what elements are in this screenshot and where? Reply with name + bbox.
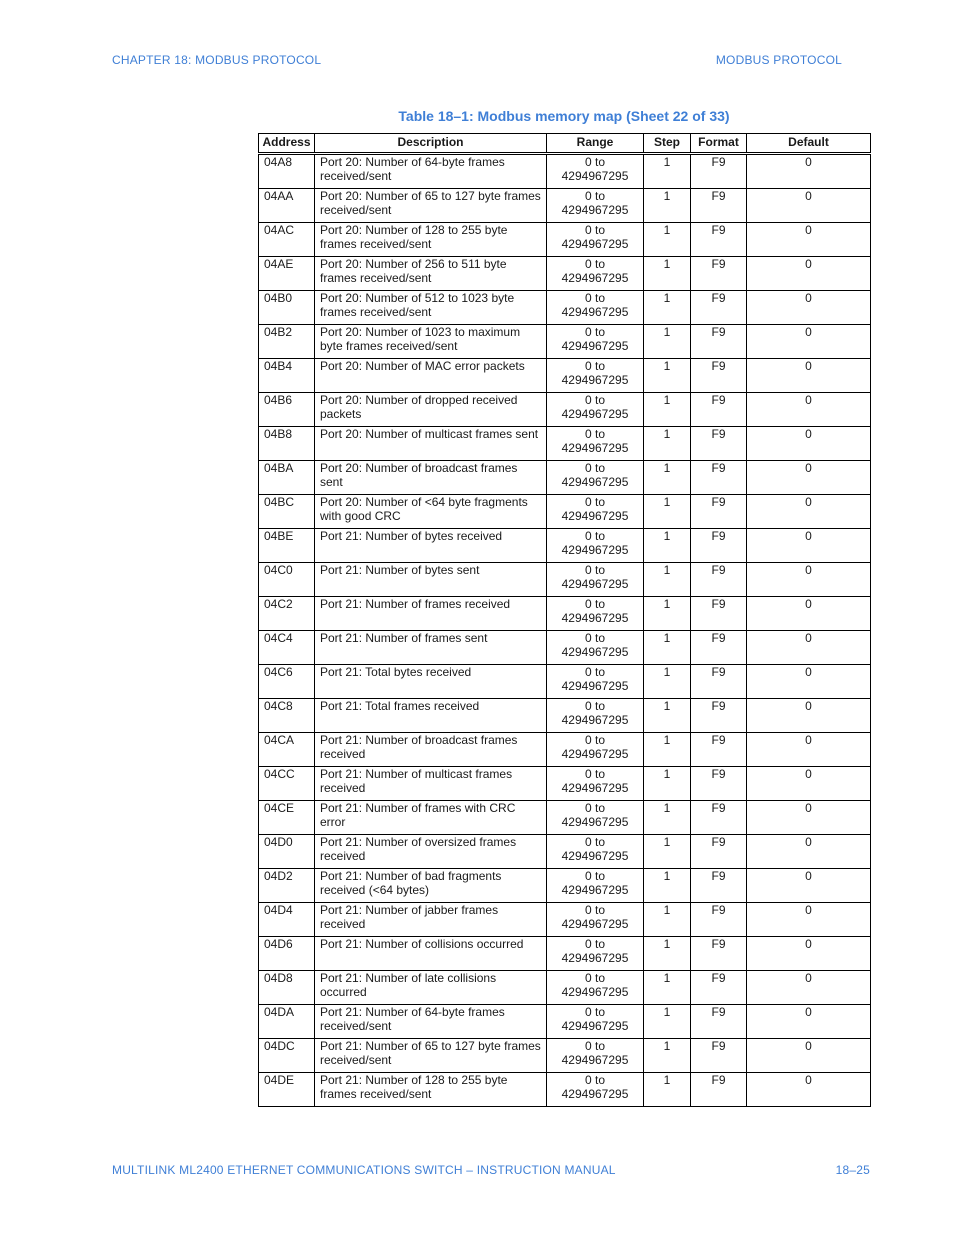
table-caption: Table 18–1: Modbus memory map (Sheet 22 of 33) xyxy=(398,108,730,124)
step-cell: 1 xyxy=(644,325,691,359)
address-cell: 04B6 xyxy=(259,393,315,427)
table-row xyxy=(259,801,871,835)
table-row xyxy=(259,223,871,257)
description-cell: Port 21: Total bytes received xyxy=(315,665,547,699)
default-cell: 0 xyxy=(747,461,871,495)
default-cell: 0 xyxy=(747,563,871,597)
format-cell: F9 xyxy=(691,461,747,495)
format-cell: F9 xyxy=(691,597,747,631)
description-cell: Port 20: Number of multicast frames sent xyxy=(315,427,547,461)
address-cell: 04DA xyxy=(259,1005,315,1039)
description-cell: Port 21: Number of collisions occurred xyxy=(315,937,547,971)
step-cell: 1 xyxy=(644,767,691,801)
column-header-step: Step xyxy=(644,134,691,154)
format-cell: F9 xyxy=(691,427,747,461)
address-cell: 04A8 xyxy=(259,154,315,189)
step-cell: 1 xyxy=(644,835,691,869)
format-cell: F9 xyxy=(691,393,747,427)
address-cell: 04C8 xyxy=(259,699,315,733)
section-header: MODBUS PROTOCOL xyxy=(715,53,842,67)
step-cell: 1 xyxy=(644,189,691,223)
format-cell: F9 xyxy=(691,257,747,291)
table-row xyxy=(259,189,871,223)
table-row xyxy=(259,257,871,291)
address-cell: 04AC xyxy=(259,223,315,257)
address-cell: 04B2 xyxy=(259,325,315,359)
step-cell: 1 xyxy=(644,461,691,495)
step-cell: 1 xyxy=(644,393,691,427)
table-row xyxy=(259,359,871,393)
table-row xyxy=(259,154,871,189)
default-cell: 0 xyxy=(747,903,871,937)
range-cell: 0 to 4294967295 xyxy=(547,393,644,427)
step-cell: 1 xyxy=(644,1039,691,1073)
address-cell: 04D0 xyxy=(259,835,315,869)
format-cell: F9 xyxy=(691,1073,747,1107)
address-cell: 04CE xyxy=(259,801,315,835)
format-cell: F9 xyxy=(691,631,747,665)
range-cell: 0 to 4294967295 xyxy=(547,1039,644,1073)
format-cell: F9 xyxy=(691,291,747,325)
address-cell: 04CC xyxy=(259,767,315,801)
address-cell: 04D4 xyxy=(259,903,315,937)
range-cell: 0 to 4294967295 xyxy=(547,427,644,461)
format-cell: F9 xyxy=(691,937,747,971)
format-cell: F9 xyxy=(691,223,747,257)
table-row xyxy=(259,291,871,325)
table-row xyxy=(259,937,871,971)
format-cell: F9 xyxy=(691,325,747,359)
range-cell: 0 to 4294967295 xyxy=(547,529,644,563)
description-cell: Port 21: Number of late collisions occurred xyxy=(315,971,547,1005)
description-cell: Port 21: Number of jabber frames received xyxy=(315,903,547,937)
table-row xyxy=(259,971,871,1005)
default-cell: 0 xyxy=(747,495,871,529)
default-cell: 0 xyxy=(747,359,871,393)
table-row xyxy=(259,1039,871,1073)
default-cell: 0 xyxy=(747,1005,871,1039)
format-cell: F9 xyxy=(691,835,747,869)
description-cell: Port 21: Number of 128 to 255 byte frames received/sent xyxy=(315,1073,547,1107)
manual-title-footer: MULTILINK ML2400 ETHERNET COMMUNICATIONS SWITCH – INSTRUCTION MANUAL xyxy=(112,1163,616,1177)
range-cell: 0 to 4294967295 xyxy=(547,1005,644,1039)
address-cell: 04D2 xyxy=(259,869,315,903)
step-cell: 1 xyxy=(644,257,691,291)
range-cell: 0 to 4294967295 xyxy=(547,733,644,767)
table-row xyxy=(259,631,871,665)
range-cell: 0 to 4294967295 xyxy=(547,767,644,801)
description-cell: Port 20: Number of 256 to 511 byte frames received/sent xyxy=(315,257,547,291)
table-body xyxy=(259,154,871,1107)
format-cell: F9 xyxy=(691,801,747,835)
step-cell: 1 xyxy=(644,903,691,937)
step-cell: 1 xyxy=(644,223,691,257)
table-row xyxy=(259,597,871,631)
table-row xyxy=(259,699,871,733)
step-cell: 1 xyxy=(644,1005,691,1039)
address-cell: 04DE xyxy=(259,1073,315,1107)
address-cell: 04D6 xyxy=(259,937,315,971)
range-cell: 0 to 4294967295 xyxy=(547,223,644,257)
step-cell: 1 xyxy=(644,154,691,189)
description-cell: Port 21: Number of bytes sent xyxy=(315,563,547,597)
step-cell: 1 xyxy=(644,597,691,631)
range-cell: 0 to 4294967295 xyxy=(547,631,644,665)
table-row xyxy=(259,869,871,903)
modbus-memory-map-table xyxy=(258,133,871,1107)
step-cell: 1 xyxy=(644,869,691,903)
default-cell: 0 xyxy=(747,189,871,223)
table-row xyxy=(259,1073,871,1107)
column-header-format: Format xyxy=(691,134,747,154)
table-row xyxy=(259,903,871,937)
column-header-default: Default xyxy=(747,134,871,154)
range-cell: 0 to 4294967295 xyxy=(547,189,644,223)
default-cell: 0 xyxy=(747,733,871,767)
default-cell: 0 xyxy=(747,597,871,631)
description-cell: Port 20: Number of MAC error packets xyxy=(315,359,547,393)
default-cell: 0 xyxy=(747,223,871,257)
step-cell: 1 xyxy=(644,937,691,971)
default-cell: 0 xyxy=(747,801,871,835)
description-cell: Port 21: Number of frames sent xyxy=(315,631,547,665)
default-cell: 0 xyxy=(747,529,871,563)
description-cell: Port 20: Number of 64-byte frames received/sent xyxy=(315,154,547,189)
table-row xyxy=(259,665,871,699)
range-cell: 0 to 4294967295 xyxy=(547,869,644,903)
default-cell: 0 xyxy=(747,1039,871,1073)
description-cell: Port 20: Number of broadcast frames sent xyxy=(315,461,547,495)
address-cell: 04BE xyxy=(259,529,315,563)
default-cell: 0 xyxy=(747,154,871,189)
table-row xyxy=(259,325,871,359)
column-header-range: Range xyxy=(547,134,644,154)
range-cell: 0 to 4294967295 xyxy=(547,665,644,699)
description-cell: Port 20: Number of dropped received packets xyxy=(315,393,547,427)
description-cell: Port 21: Number of 65 to 127 byte frames received/sent xyxy=(315,1039,547,1073)
address-cell: 04DC xyxy=(259,1039,315,1073)
table-row xyxy=(259,461,871,495)
range-cell: 0 to 4294967295 xyxy=(547,563,644,597)
address-cell: 04BA xyxy=(259,461,315,495)
page-number: 18–25 xyxy=(835,1163,870,1177)
table-row xyxy=(259,733,871,767)
column-header-address: Address xyxy=(259,134,315,154)
address-cell: 04B8 xyxy=(259,427,315,461)
format-cell: F9 xyxy=(691,903,747,937)
step-cell: 1 xyxy=(644,733,691,767)
address-cell: 04AA xyxy=(259,189,315,223)
format-cell: F9 xyxy=(691,359,747,393)
step-cell: 1 xyxy=(644,1073,691,1107)
address-cell: 04AE xyxy=(259,257,315,291)
step-cell: 1 xyxy=(644,359,691,393)
range-cell: 0 to 4294967295 xyxy=(547,835,644,869)
address-cell: 04C6 xyxy=(259,665,315,699)
range-cell: 0 to 4294967295 xyxy=(547,801,644,835)
table-row xyxy=(259,1005,871,1039)
step-cell: 1 xyxy=(644,801,691,835)
range-cell: 0 to 4294967295 xyxy=(547,154,644,189)
default-cell: 0 xyxy=(747,257,871,291)
range-cell: 0 to 4294967295 xyxy=(547,291,644,325)
format-cell: F9 xyxy=(691,563,747,597)
address-cell: 04BC xyxy=(259,495,315,529)
address-cell: 04C0 xyxy=(259,563,315,597)
description-cell: Port 21: Number of 64-byte frames received/sent xyxy=(315,1005,547,1039)
table-row xyxy=(259,767,871,801)
format-cell: F9 xyxy=(691,529,747,563)
description-cell: Port 20: Number of 512 to 1023 byte frames received/sent xyxy=(315,291,547,325)
table-row xyxy=(259,563,871,597)
description-cell: Port 21: Number of frames with CRC error xyxy=(315,801,547,835)
step-cell: 1 xyxy=(644,291,691,325)
format-cell: F9 xyxy=(691,154,747,189)
address-cell: 04CA xyxy=(259,733,315,767)
table-row xyxy=(259,835,871,869)
range-cell: 0 to 4294967295 xyxy=(547,937,644,971)
default-cell: 0 xyxy=(747,971,871,1005)
address-cell: 04B4 xyxy=(259,359,315,393)
step-cell: 1 xyxy=(644,971,691,1005)
default-cell: 0 xyxy=(747,393,871,427)
range-cell: 0 to 4294967295 xyxy=(547,971,644,1005)
description-cell: Port 21: Number of multicast frames received xyxy=(315,767,547,801)
table-row xyxy=(259,529,871,563)
description-cell: Port 20: Number of 65 to 127 byte frames received/sent xyxy=(315,189,547,223)
format-cell: F9 xyxy=(691,699,747,733)
address-cell: 04C2 xyxy=(259,597,315,631)
table-header-row xyxy=(259,134,871,154)
default-cell: 0 xyxy=(747,835,871,869)
description-cell: Port 21: Number of broadcast frames received xyxy=(315,733,547,767)
default-cell: 0 xyxy=(747,427,871,461)
default-cell: 0 xyxy=(747,869,871,903)
description-cell: Port 21: Number of oversized frames received xyxy=(315,835,547,869)
table-row xyxy=(259,393,871,427)
range-cell: 0 to 4294967295 xyxy=(547,257,644,291)
column-header-description: Description xyxy=(315,134,547,154)
range-cell: 0 to 4294967295 xyxy=(547,1073,644,1107)
default-cell: 0 xyxy=(747,325,871,359)
default-cell: 0 xyxy=(747,767,871,801)
default-cell: 0 xyxy=(747,699,871,733)
range-cell: 0 to 4294967295 xyxy=(547,903,644,937)
range-cell: 0 to 4294967295 xyxy=(547,495,644,529)
format-cell: F9 xyxy=(691,971,747,1005)
description-cell: Port 20: Number of 1023 to maximum byte frames received/sent xyxy=(315,325,547,359)
description-cell: Port 20: Number of 128 to 255 byte frames received/sent xyxy=(315,223,547,257)
range-cell: 0 to 4294967295 xyxy=(547,597,644,631)
format-cell: F9 xyxy=(691,1039,747,1073)
format-cell: F9 xyxy=(691,733,747,767)
description-cell: Port 21: Number of bad fragments received (<64 bytes) xyxy=(315,869,547,903)
step-cell: 1 xyxy=(644,699,691,733)
step-cell: 1 xyxy=(644,495,691,529)
step-cell: 1 xyxy=(644,529,691,563)
description-cell: Port 21: Number of bytes received xyxy=(315,529,547,563)
default-cell: 0 xyxy=(747,665,871,699)
default-cell: 0 xyxy=(747,291,871,325)
format-cell: F9 xyxy=(691,1005,747,1039)
step-cell: 1 xyxy=(644,427,691,461)
address-cell: 04D8 xyxy=(259,971,315,1005)
chapter-header: CHAPTER 18: MODBUS PROTOCOL xyxy=(112,53,322,67)
step-cell: 1 xyxy=(644,563,691,597)
description-cell: Port 21: Number of frames received xyxy=(315,597,547,631)
range-cell: 0 to 4294967295 xyxy=(547,325,644,359)
range-cell: 0 to 4294967295 xyxy=(547,699,644,733)
default-cell: 0 xyxy=(747,937,871,971)
description-cell: Port 21: Total frames received xyxy=(315,699,547,733)
address-cell: 04C4 xyxy=(259,631,315,665)
description-cell: Port 20: Number of <64 byte fragments with good CRC xyxy=(315,495,547,529)
table-row xyxy=(259,495,871,529)
range-cell: 0 to 4294967295 xyxy=(547,461,644,495)
format-cell: F9 xyxy=(691,767,747,801)
table-row xyxy=(259,427,871,461)
default-cell: 0 xyxy=(747,631,871,665)
address-cell: 04B0 xyxy=(259,291,315,325)
step-cell: 1 xyxy=(644,665,691,699)
step-cell: 1 xyxy=(644,631,691,665)
format-cell: F9 xyxy=(691,189,747,223)
format-cell: F9 xyxy=(691,869,747,903)
default-cell: 0 xyxy=(747,1073,871,1107)
range-cell: 0 to 4294967295 xyxy=(547,359,644,393)
format-cell: F9 xyxy=(691,495,747,529)
format-cell: F9 xyxy=(691,665,747,699)
